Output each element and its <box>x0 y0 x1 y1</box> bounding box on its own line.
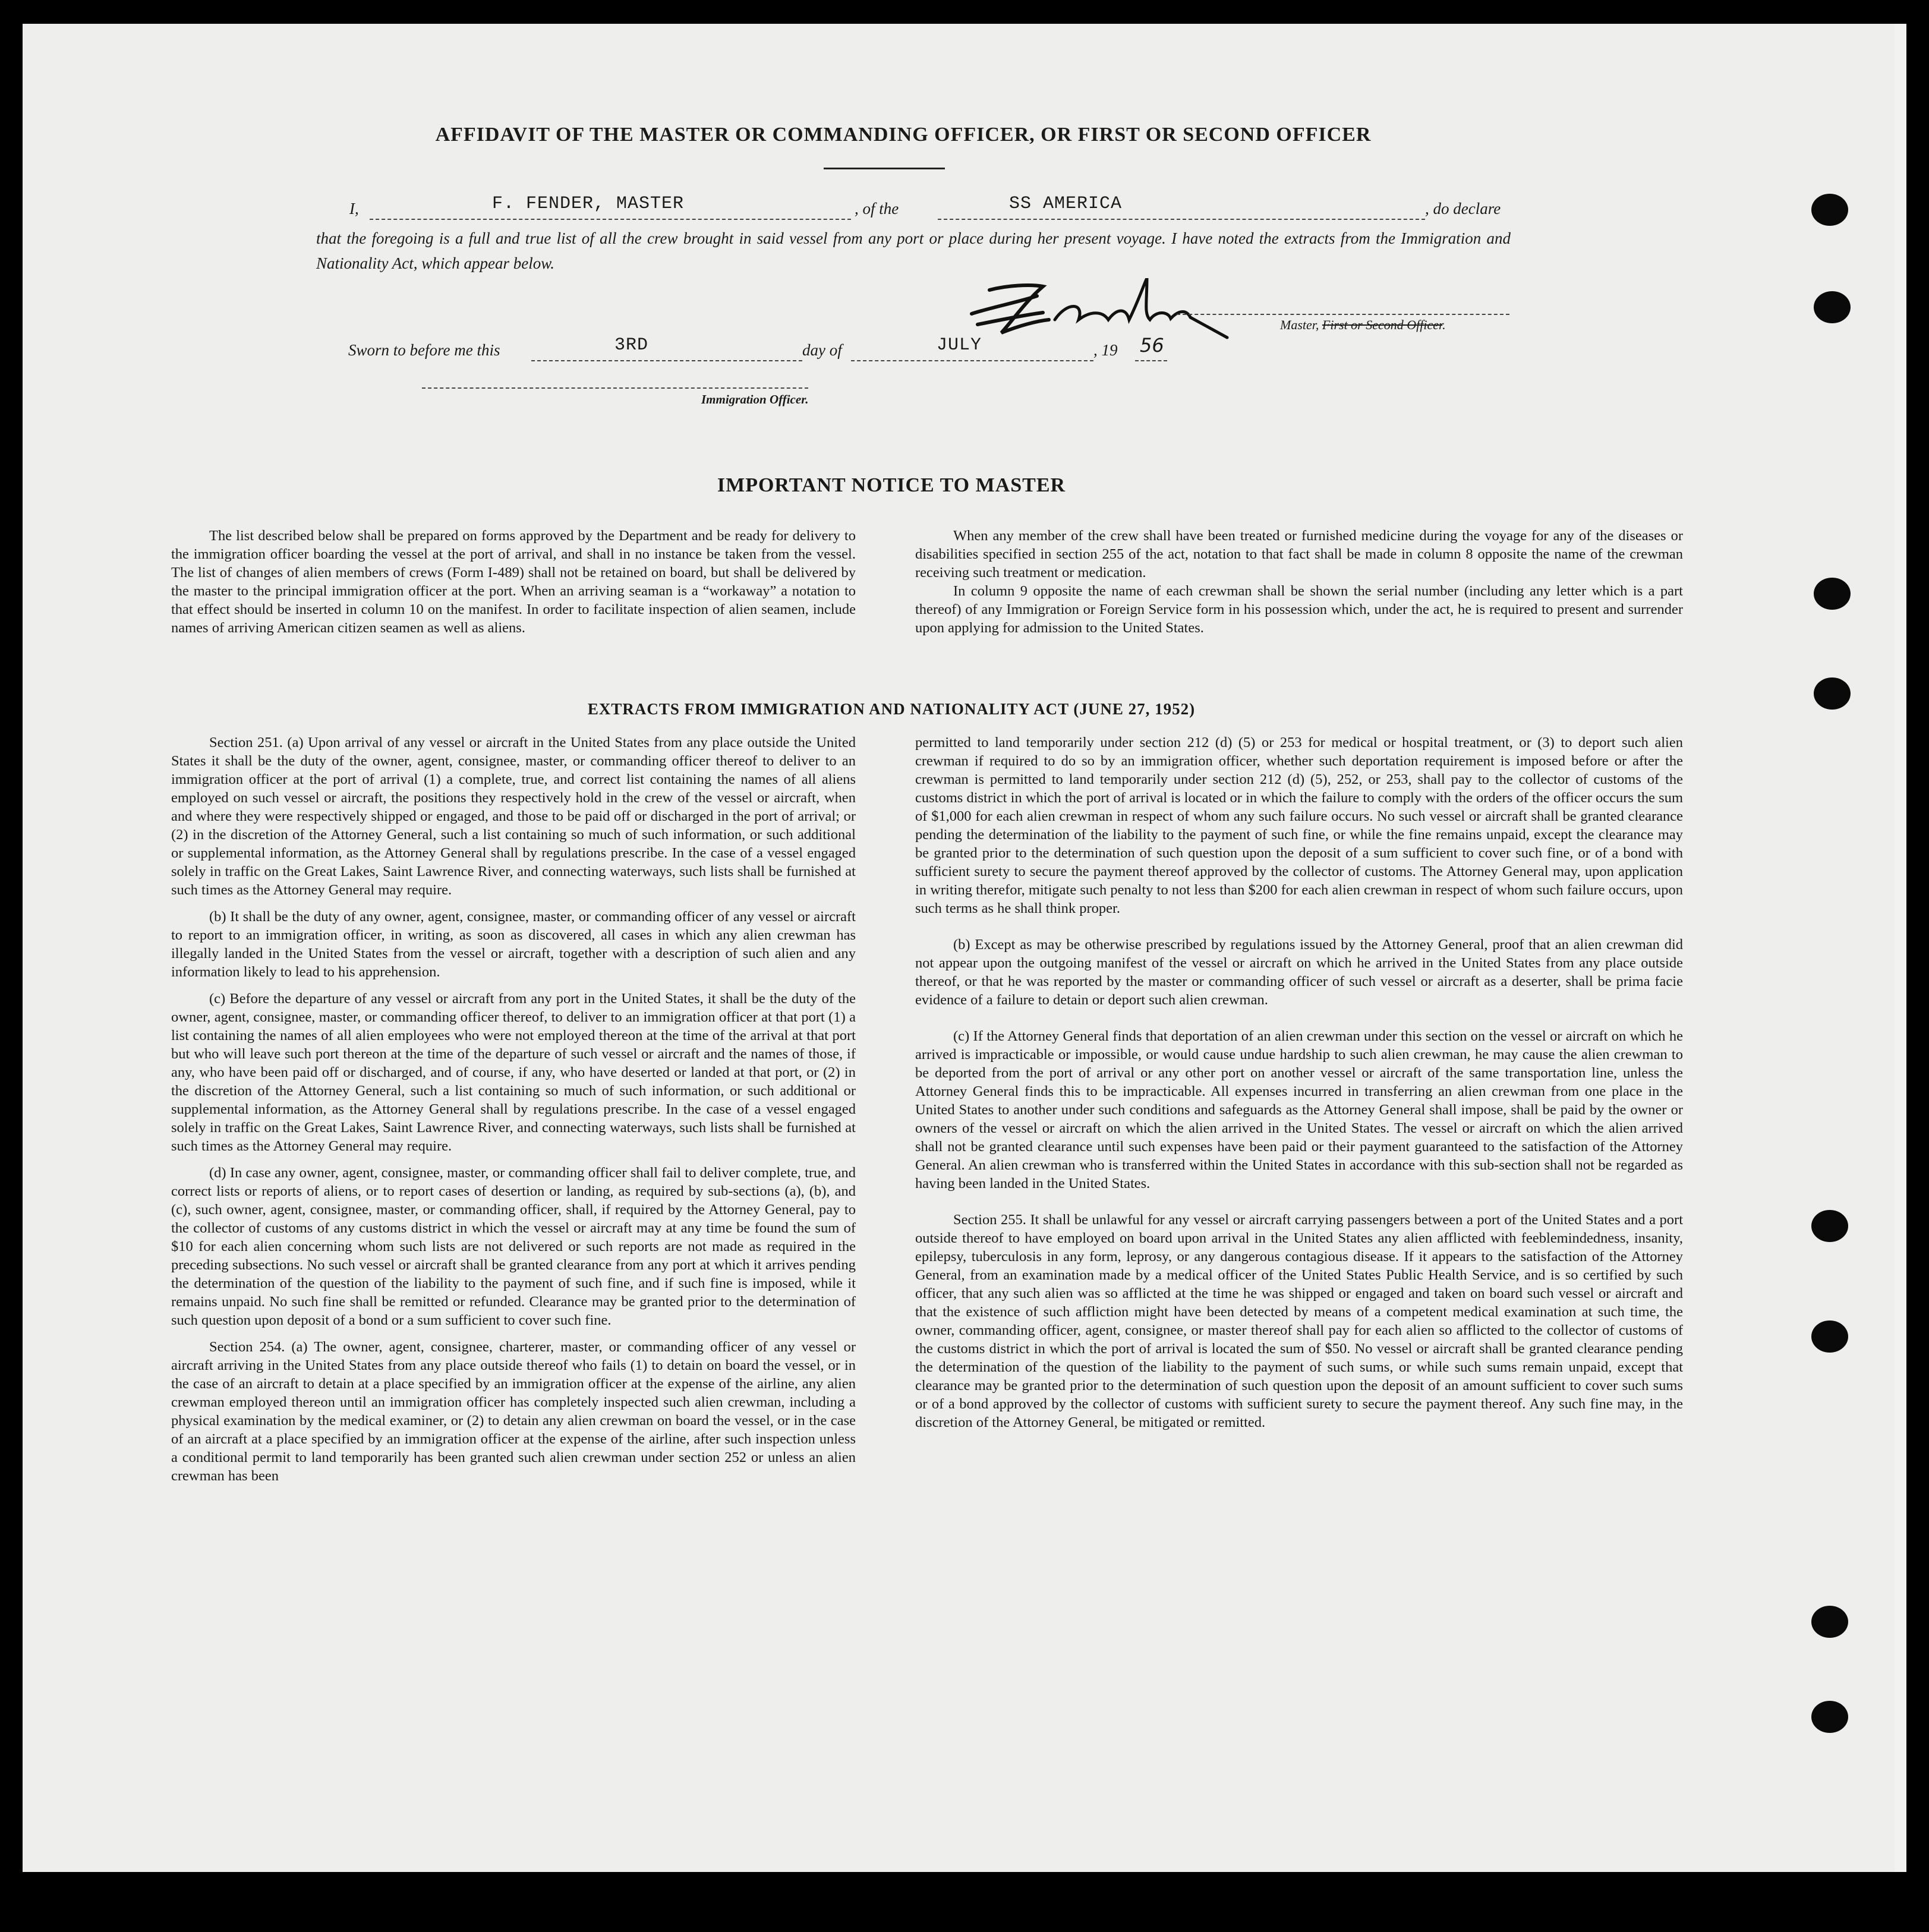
binder-hole <box>1814 291 1851 323</box>
vessel-value: SS AMERICA <box>1009 194 1123 214</box>
notice-paragraph: The list described below shall be prepared on forms approved by the Department and be ready for delivery to the immigration officer boarding the vessel at the port of arrival, and shall in no instance be taken from the vessel. The list of changes of alien members of crews (Form I-489) shall not be retained on board, but shall be delivered by the master to the principal immigration officer at the port. When an arriving seaman is a “workaway” a notation to that effect should be inserted in column 10 on the manifest. In order to facilitate inspection of alien seamen, include names of arriving American citizen seamen as well as aliens. <box>171 528 856 636</box>
caption-master: Master, <box>1280 317 1319 332</box>
year-prefix: , 19 <box>1093 341 1118 359</box>
sworn-label: Sworn to before me this <box>348 341 500 359</box>
signature-caption <box>1280 317 1446 333</box>
caption-end: . <box>1442 317 1446 332</box>
extract-paragraph: (c) If the Attorney General finds that deportation of an alien crewman under this section on the vessel or aircraft on which he arrived is impracticable or impossible, or would cause undue hardship to such alien crewman, he may cause the alien crewman to be deported from the port of arrival or any other port on another vessel or aircraft of the same transportation line, unless the Attorney General finds this to be impracticable. All expenses incurred in transferring an alien crewman from one place in the United States to another under such conditions and safeguards as the Attorney General shall impose, shall be paid by the owner or owners of the vessel or aircraft on which the alien arrived in the United States. The vessel or aircraft on which the alien arrived shall not be granted clearance until such expenses have been paid or their payment guaranteed to the satisfaction of the Attorney General. An alien crewman who is transferred within the United States in accordance with this sub-section shall not be regarded as having been landed in the United States. <box>915 1028 1683 1192</box>
extract-paragraph: Section 254. (a) The owner, agent, consignee, charterer, master, or commanding officer of any vessel or aircraft arriving in the United States from any place outside thereof who fails (1) to detain on board the vessel, or in the case of an aircraft to detain at a place specified by an immigration officer at the expense of the airline, any alien crewman employed thereon until an immigration officer has completely inspected such alien crewman, including a physical examination by the medical examiner, or (2) to detain any alien crewman on board the vessel, or in the case of an aircraft at a place specified by an immigration officer at the expense of the airline, after such inspection unless a conditional permit to land temporarily has been granted such alien crewman under section 252 or unless an alien crewman has been <box>171 1339 856 1484</box>
declarant-field <box>370 195 851 220</box>
page-margin <box>1895 24 1906 1872</box>
extract-paragraph: Section 255. It shall be unlawful for any vessel or aircraft carrying passengers between a port of the United States and a port outside thereof to have employed on board upon arrival in the United States any alien afflicted with feeblemindedness, insanity, epilepsy, tuberculosis in any form, leprosy, or any dangerous contagious disease. If it appears to the satisfaction of the Attorney General, from an examination made by a medical officer of the United States Public Health Service, and is so certified by such officer, that any such alien was so afflicted at the time he was shipped or engaged and taken on board such vessel or aircraft and that the existence of such affliction might have been detected by means of a competent medical examination at such time, the owner, commanding officer, agent, consignee, or master thereof shall pay for each alien so afflicted to the collector of customs of the customs district in which the port of arrival is located the sum of $50. No vessel or aircraft shall be granted clearance pending the determination of the question of the liability to the payment of such sums, or while such sums remain unpaid, except that clearance may be granted prior to the determination of such question upon the deposit of an amount sufficient to cover such sums or of a bond approved by the collector of customs with sufficient surety to secure the payment thereof. Any such fine may, in the discretion of the Attorney General, be mitigated or remitted. <box>915 1212 1683 1430</box>
notice-paragraph: When any member of the crew shall have been treated or furnished medicine during the voyage for any of the diseases or disabilities specified in section 255 of the act, notation to that fact shall be made in column 8 opposite the name of the crewman receiving such treatment or medication. <box>915 528 1683 581</box>
sworn-day-value: 3RD <box>614 335 649 355</box>
year-field <box>1135 336 1167 361</box>
extract-paragraph: permitted to land temporarily under section 212 (d) (5) or 253 for medical or hospital treatment, or (3) to deport such alien crewman if required to do so by an immigration officer, whether such deportation requirement is imposed before or after the crewman is permitted to land temporarily under section 212 (d) (5), 252, or 253, shall pay to the collector of customs of the customs district in which the port of arrival is located or in which the failure to comply with the orders of the officer occurs the sum of $1,000 for each alien crewman in respect of whom any such failure occurs. No such vessel or aircraft shall be granted clearance pending the determination of the liability to the payment of such fine, or while the fine remains unpaid, except the clearance may be granted prior to the determination of such question upon the deposit of a sum sufficient to cover such fine, or of a bond with sufficient surety to secure the payment thereof approved by the collector of customs. The Attorney General may, upon application in writing therefor, mitigate such penalty to not less than $200 for each alien crewman in respect of whom such failure occurs, upon such terms as he shall think proper. <box>915 735 1683 916</box>
day-of-label: day of <box>802 341 842 359</box>
extracts-left-column <box>171 733 856 1493</box>
do-declare-label: , do declare <box>1425 200 1501 218</box>
extracts-heading: EXTRACTS FROM IMMIGRATION AND NATIONALITY ACT (JUNE 27, 1952) <box>587 700 1196 718</box>
sworn-day-field <box>531 336 802 361</box>
extract-paragraph: (b) Except as may be otherwise prescribed by regulations issued by the Attorney General, proof that an alien crewman did not appear upon the outgoing manifest of the vessel or aircraft on which he arrived in the United States from any place outside thereof, or that he was reported by the master or commanding officer of such vessel or aircraft as a deserter, shall be prima facie evidence of a failure to detain or deport such alien crewman. <box>915 937 1683 1008</box>
extract-paragraph: (b) It shall be the duty of any owner, agent, consignee, master, or commanding officer of any vessel or aircraft to report to an immigration officer, in writing, as soon as discovered, all cases in which any alien crewman has illegally landed in the United States from the vessel or aircraft, together with a description of such alien and any information likely to lead to his apprehension. <box>171 909 856 980</box>
title-rule <box>824 168 945 169</box>
binder-hole <box>1811 1210 1848 1242</box>
extract-paragraph: (d) In case any owner, agent, consignee, master, or commanding officer shall fail to deliver complete, true, and correct lists or reports of aliens, or to report cases of desertion or landing, as required by sub-sections (a), (b), and (c), such owner, agent, consignee, master, or commanding officer, shall, if required by the Attorney General, pay to the collector of customs of any customs district in which the vessel or aircraft may at any time be found the sum of $10 for each alien concerning whom such lists are not delivered or such reports are not made as required in the preceding subsections. No such vessel or aircraft shall be granted clearance from any port at which it arrives pending the determination of the question of the liability to the payment of such fine, and if such fine is imposed, while it remains unpaid. No such fine shall be remitted or refunded. Clearance may be granted prior to the determination of such question upon deposit of a bond or a sum sufficient to cover such fine. <box>171 1165 856 1328</box>
notice-heading: IMPORTANT NOTICE TO MASTER <box>717 474 1066 496</box>
notice-paragraph: In column 9 opposite the name of each crewman shall be shown the serial number (including any letter which is a part thereof) of any Immigration or Foreign Service form in his possession which, under the act, he is required to present and surrender upon applying for admission to the United States. <box>915 583 1683 636</box>
sworn-month-value: JULY <box>937 335 982 355</box>
binder-hole <box>1811 1606 1848 1638</box>
of-the-label: , of the <box>855 200 899 218</box>
extracts-right-column <box>915 733 1683 1440</box>
affidavit-title: AFFIDAVIT OF THE MASTER OR COMMANDING OFFICER, OR FIRST OR SECOND OFFICER <box>435 124 1372 146</box>
vessel-field <box>938 195 1425 220</box>
year-value: 56 <box>1140 334 1164 357</box>
binder-hole <box>1811 1701 1848 1733</box>
binder-hole <box>1814 578 1851 610</box>
binder-hole <box>1811 194 1848 226</box>
sworn-month-field <box>851 336 1093 361</box>
notice-right-column <box>915 527 1683 645</box>
signature-line <box>1177 296 1509 315</box>
extract-paragraph: Section 251. (a) Upon arrival of any vessel or aircraft in the United States from any place outside the United States it shall be the duty of the owner, agent, consignee, master, or commanding officer thereof to deliver to an immigration officer at the port of arrival (1) a complete, true, and correct list containing the names of all aliens employed on such vessel or aircraft, the positions they respectively hold in the crew of the vessel or aircraft, when and where they were respectively shipped or engaged, and those to be paid off or discharged in the port of arrival; or (2) in the discretion of the Attorney General, such a list containing so much of such information, or such additional or supplemental information, as the Attorney General shall by regulations prescribe. In the case of a vessel engaged solely in traffic on the Great Lakes, Saint Lawrence River, and connecting waterways, such lists shall be furnished at such times as the Attorney General may require. <box>171 735 856 898</box>
binder-hole <box>1811 1320 1848 1353</box>
immigration-officer-line <box>422 376 808 389</box>
immigration-officer-caption: Immigration Officer. <box>701 392 809 406</box>
caption-struck-officer: First or Second Officer <box>1322 317 1443 332</box>
notice-left-column <box>171 527 856 645</box>
binder-hole <box>1814 677 1851 710</box>
extract-paragraph: (c) Before the departure of any vessel or aircraft from any port in the United States, it shall be the duty of the owner, agent, consignee, master, or commanding officer thereof, to deliver to an immigration officer at that port (1) a list containing the names of all alien employees who were not employed thereon at the time of the arrival at that port but who will leave such port thereon at the time of the departure of such vessel or aircraft and the names of those, if any, who have been paid off or discharged, and of course, if any, who have deserted or landed at that port, or (2) in the discretion of the Attorney General, such a list containing so much of such information, or such additional or supplemental information, as the Attorney General shall by regulations prescribe. In the case of a vessel engaged solely in traffic on the Great Lakes, Saint Lawrence River, and connecting waterways, such lists shall be furnished at such times as the Attorney General may require. <box>171 991 856 1154</box>
declaration-text: that the foregoing is a full and true list of all the crew brought in said vessel from any port or place during her present voyage. I have noted the extracts from the Immigration and Nationality Act, which appear below. <box>316 229 1511 272</box>
declarant-value: F. FENDER, MASTER <box>492 194 685 214</box>
declaration-i-label: I, <box>349 200 359 218</box>
